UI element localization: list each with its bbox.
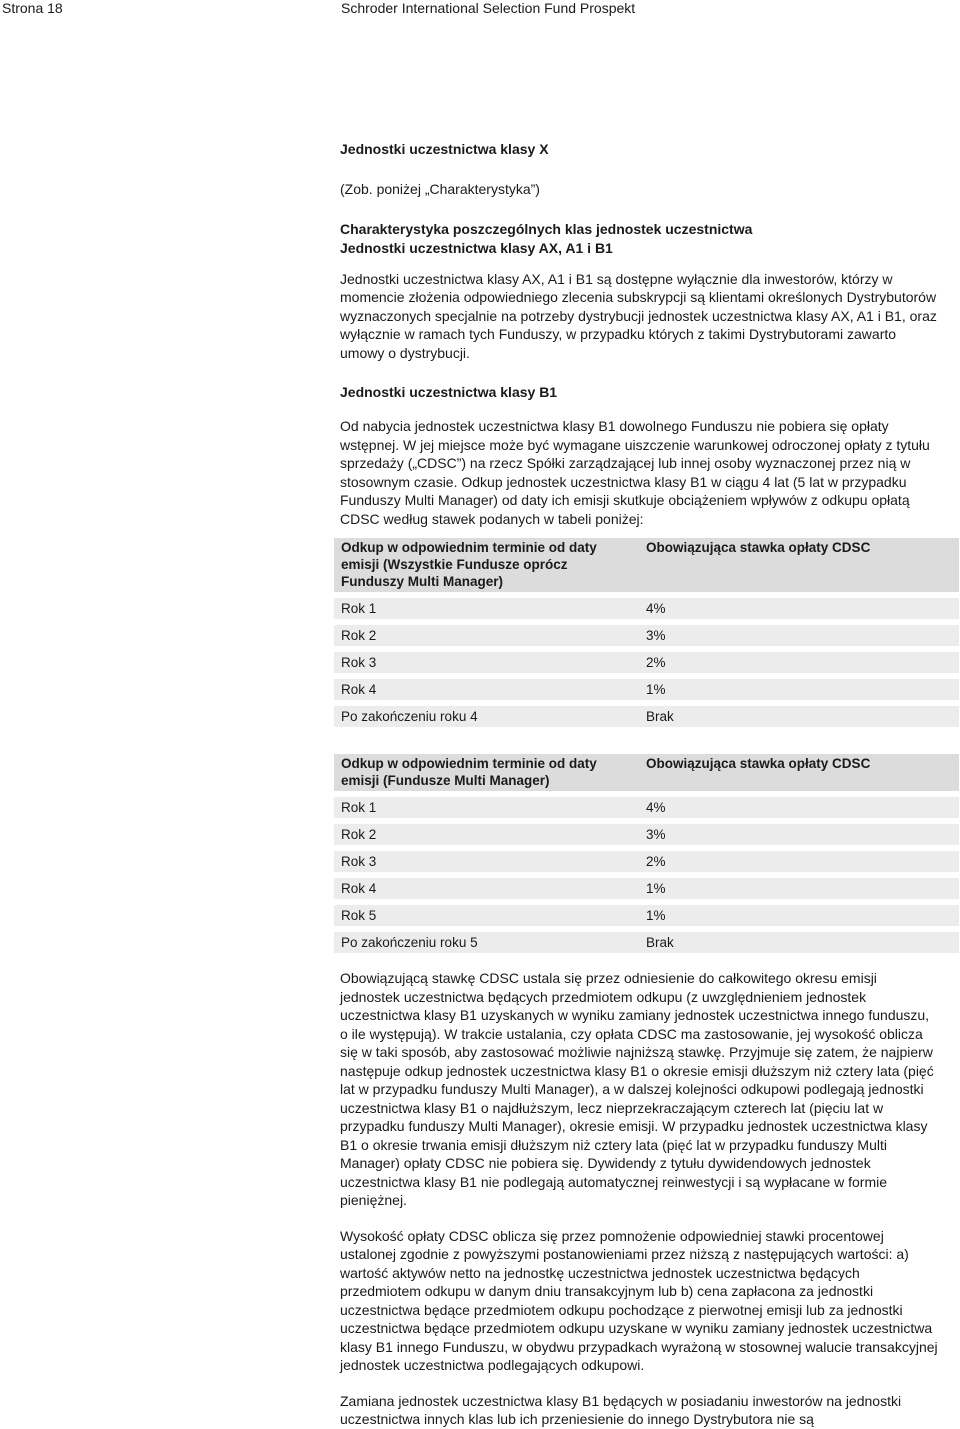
cell-rate: 1% [639,679,959,700]
paragraph-cdsc-rate-determination: Obowiązującą stawkę CDSC ustala się przez odniesienie do całkowitego okresu emisji jednostek uczestnictwa będących przedmiotem odkupu (z uwzględnieniem jednostek uczestnictwa klasy B1 uzyskanych w wyniku zamiany jednostek uczestnictwa innego funduszu, o ile występują). W trakcie ustalania, czy opłata CDSC ma zastosowanie, jej wysokość oblicza się w taki sposób, aby zastosować możliwie najniższą stawkę. Przyjmuje się zatem, że najpierw następuje odkup jednostek uczestnictwa klasy B1 o okresie emisji dłuższym niż cztery lata (pięć lat w przypadku funduszy Multi Manager), a w dalszej kolejności odkupowi podlegają jednostki uczestnictwa klasy B1 o najdłuższym, lecz nieprzekraczającym czterech lat (pięciu lat w przypadku funduszy Multi Manager), okresie emisji. W przypadku jednostek uczestnictwa klasy B1 o okresie trwania emisji dłuższym niż cztery lata (pięć lat w przypadku funduszy Multi Manager) opłaty CDSC nie pobiera się. Dywidendy z tytułu dywidendowych jednostek uczestnictwa klasy B1 nie podlegają automatycznej reinwestycji i są wypłacane w formie pieniężnej. [340,970,934,1208]
cell-rate: 3% [639,824,959,845]
cdsc-table-multi-manager [334,748,959,959]
cell-period: Rok 4 [334,878,639,899]
table-row [334,598,959,619]
cell-rate: 4% [639,598,959,619]
table-row [334,851,959,872]
cell-rate: 2% [639,851,959,872]
column-header-redemption-period: Odkup w odpowiednim terminie od daty emisji (Fundusze Multi Manager) [334,754,639,791]
characteristics-heading: Charakterystyka poszczególnych klas jednostek uczestnictwa [340,220,753,237]
column-header-redemption-period: Odkup w odpowiednim terminie od daty emisji (Wszystkie Fundusze oprócz Funduszy Multi Manager) [334,538,639,592]
cell-rate: 1% [639,878,959,899]
table-row [334,706,959,727]
cell-period: Po zakończeniu roku 5 [334,932,639,953]
table-header-row [334,754,959,791]
see-below-note: (Zob. poniżej „Charakterystyka”) [340,181,540,197]
paragraph-ax-a1-b1: Jednostki uczestnictwa klasy AX, A1 i B1 są dostępne wyłącznie dla inwestorów, którzy w momencie złożenia odpowiedniego zlecenia subskrypcji są klientami określonych Dystrybutorów wyznaczonych specjalnie na potrzeby dystrybucji jednostek uczestnictwa klasy AX, A1 i B1, oraz wyłącznie w ramach tych Funduszy, w przypadku których z takimi Dystrybutorami zawarto umowy o dystrybucji. [340,270,937,361]
cell-period: Rok 2 [334,824,639,845]
column-header-cdsc-rate: Obowiązująca stawka opłaty CDSC [639,754,959,791]
paragraph-cdsc-amount-calculation: Wysokość opłaty CDSC oblicza się przez pomnożenie odpowiedniej stawki procentowej ustalonej zgodnie z powyższymi postanowieniami przez niższą z następujących wartości: a) wartość aktywów netto na jednostkę uczestnictwa jednostek uczestnictwa będących przedmiotem odkupu w danym dniu transakcyjnym lub b) cena zapłacona za jednostki uczestnictwa będące przedmiotem odkupu pochodzące z pierwotnej emisji lub za jednostki uczestnictwa będące przedmiotem odkupu uzyskane w wyniku zamiany jednostek uczestnictwa klasy B1 innego Funduszu, w obydwu przypadkach wyrażoną w stosownej walucie transakcyjnej jednostek uczestnictwa podlegających odkupowi. [340,1227,938,1373]
cell-rate: 1% [639,905,959,926]
document-title: Schroder International Selection Fund Prospekt [341,0,636,16]
cell-rate: 2% [639,652,959,673]
page-number: Strona 18 [2,0,63,16]
cell-period: Rok 5 [334,905,639,926]
cell-period: Rok 2 [334,625,639,646]
class-ax-a1-b1-heading: Jednostki uczestnictwa klasy AX, A1 i B1 [340,239,613,256]
page-header [0,0,960,16]
table-row [334,797,959,818]
table-row [334,652,959,673]
cell-rate: 3% [639,625,959,646]
cell-period: Rok 3 [334,652,639,673]
column-header-cdsc-rate: Obowiązująca stawka opłaty CDSC [639,538,959,592]
table-row [334,824,959,845]
cell-rate: Brak [639,932,959,953]
cell-period: Rok 1 [334,598,639,619]
cell-period: Rok 1 [334,797,639,818]
page-content [340,128,940,1429]
cell-rate: 4% [639,797,959,818]
paragraph-b1-cdsc: Od nabycia jednostek uczestnictwa klasy B1 dowolnego Funduszu nie pobiera się opłaty wstępnej. W jej miejsce może być wymagane uiszczenie warunkowej odroczonej opłaty z tytułu sprzedaży („CDSC”) na rzecz Spółki zarządzającej lub innej osoby wyznaczonej przez nią w stosownym czasie. Odkup jednostek uczestnictwa klasy B1 w ciągu 4 lat (5 lat w przypadku Funduszy Multi Manager) od daty ich emisji skutkuje obciążeniem wpływów z odkupu opłatą CDSC według stawek podanych w tabeli poniżej: [340,418,930,527]
cell-rate: Brak [639,706,959,727]
table-row [334,905,959,926]
paragraph-b1-switch: Zamiana jednostek uczestnictwa klasy B1 będących w posiadaniu inwestorów na jednostki uczestnictwa innych klas lub ich przeniesienie do innego Dystrybutora nie są [340,1392,902,1427]
table-row [334,878,959,899]
table-row [334,679,959,700]
class-b1-heading: Jednostki uczestnictwa klasy B1 [340,384,558,400]
section-title-class-x: Jednostki uczestnictwa klasy X [340,141,549,157]
cell-period: Rok 4 [334,679,639,700]
cell-period: Rok 3 [334,851,639,872]
table-header-row [334,538,959,592]
table-row [334,932,959,953]
cdsc-table-all-funds [334,532,959,733]
cell-period: Po zakończeniu roku 4 [334,706,639,727]
table-row [334,625,959,646]
